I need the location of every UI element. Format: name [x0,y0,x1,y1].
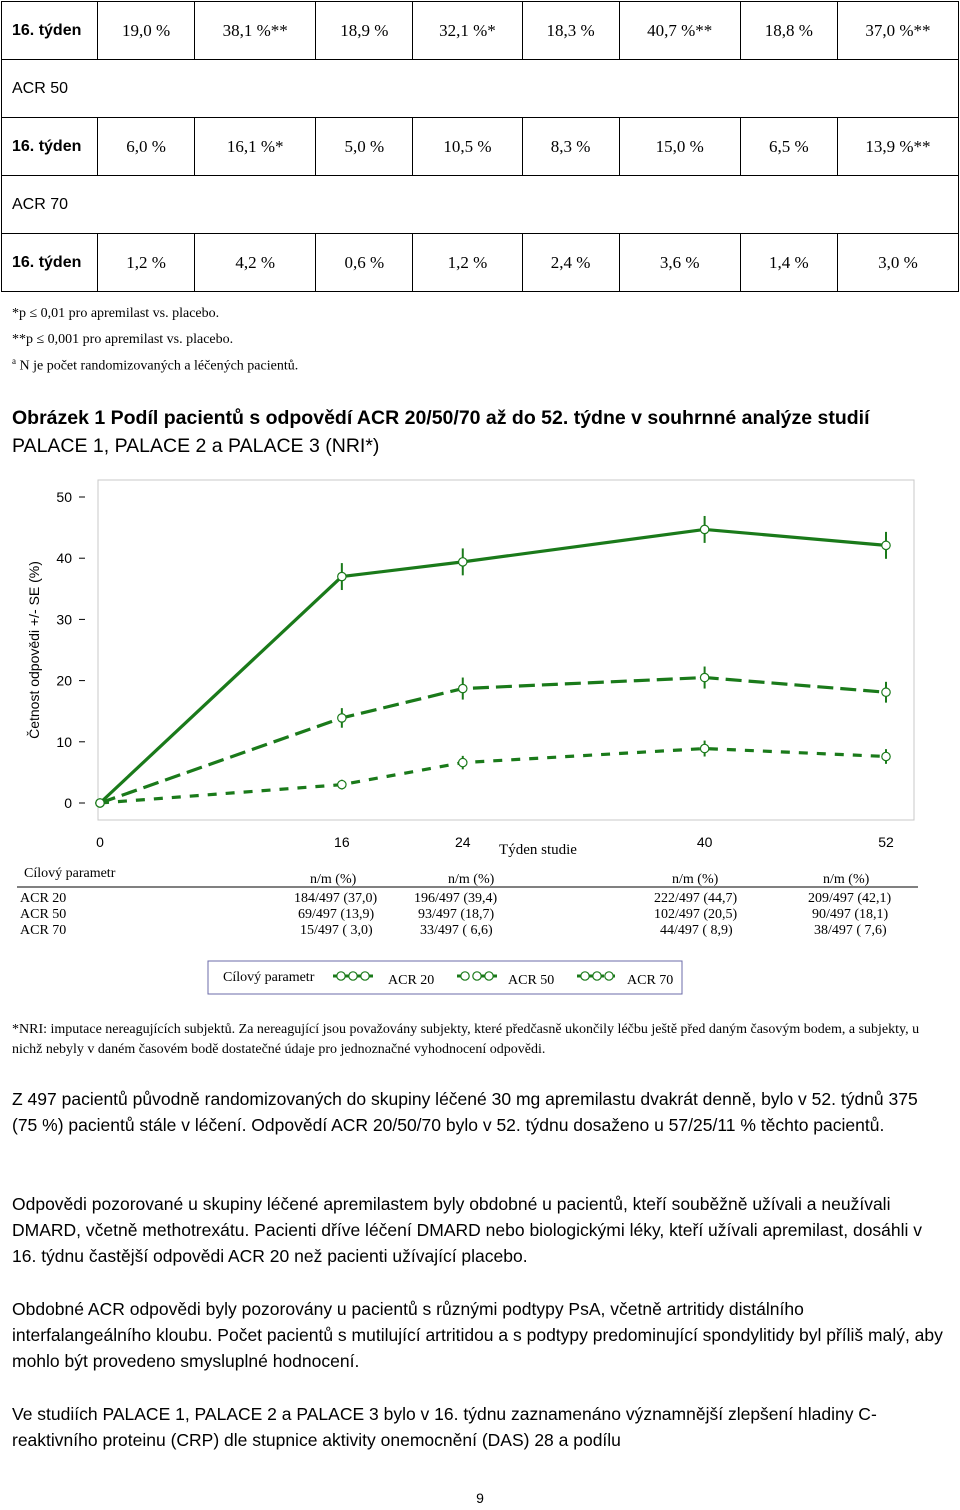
legend-marker [349,972,357,980]
table-cell: 18,9 % [316,2,413,60]
data-point [700,673,708,681]
table-cell: 1,4 % [740,234,837,292]
legend-marker [361,972,369,980]
paragraph: Obdobné ACR odpovědi byly pozorovány u pacientů s různými podtypy PsA, včetně artritidy distálního interfalangeálního kloubu. Počet pacientů s mutilující artritidou a s podtypy predominující spondylitidy byl příliš malý, aby mohlo být provedeno smysluplné hodnocení. [12,1299,943,1371]
n-table-cell: 196/497 (39,4) [414,891,498,906]
table-cell: 15,0 % [619,118,740,176]
n-table-cell: 222/497 (44,7) [654,891,738,906]
legend-marker [461,972,469,980]
row-label: 16. týden [2,118,98,176]
data-point [700,744,708,752]
paragraph: Z 497 pacientů původně randomizovaných do skupiny léčené 30 mg apremilastu dvakrát denně, bylo v 52. týdnů 375 (75 %) pacientů stále v léčení. Odpovědí ACR 20/50/70 bylo v 52. týdnu dosaženo u 57/25/11 % těchto pacientů. [12,1089,918,1135]
n-table-row-label: ACR 20 [20,891,67,906]
legend-marker [485,972,493,980]
table-cell: 10,5 % [413,118,522,176]
row-label: 16. týden [2,2,98,60]
row-label: 16. týden [2,234,98,292]
n-table-cell: 44/497 ( 8,9) [660,923,733,938]
footnote-p001: *p ≤ 0,01 pro apremilast vs. placebo. [12,306,220,321]
legend [333,972,673,988]
y-axis-label: Četnost odpovědi +/- SE (%) [26,561,42,739]
table-cell: 6,0 % [98,118,195,176]
x-axis-label: Týden studie [499,842,577,858]
n-table-cell: 184/497 (37,0) [294,891,378,906]
section-header: ACR 70 [2,176,959,234]
footnote-text: N je počet randomizovaných a léčených pacientů. [19,358,299,374]
n-table-cell: 93/497 (18,7) [418,907,495,922]
footnote-p0001: **p ≤ 0,001 pro apremilast vs. placebo. [12,332,234,347]
data-point [459,684,467,692]
table-cell: 2,4 % [522,234,619,292]
nri-note: *NRI: imputace nereagujících subjektů. Za nereagující jsou považovány subjekty, které předčasně ukončily léčbu ještě před daným časovým bodem, a subjekty, u nichž nebyly v daném časovém bodě dostatečné údaje pro jednoznačné vyhodnocení odpovědi. [12,1022,920,1057]
legend-label: ACR 20 [388,973,435,988]
data-point [459,758,467,766]
series-line-acr-50 [100,678,886,803]
x-tick-label: 16 [334,834,350,850]
n-table-row-label: ACR 70 [20,923,67,938]
data-point [96,799,104,807]
page-number: 9 [476,1490,484,1506]
n-table-col-header: n/m (%) [672,872,719,887]
x-tick-label: 0 [96,834,104,850]
n-table-cell: 90/497 (18,1) [812,907,889,922]
table-cell: 18,3 % [522,2,619,60]
table-cell: 3,0 % [837,234,958,292]
n-table-col-header: n/m (%) [310,872,357,887]
data-point [700,525,708,533]
y-tick-label: 10 [56,733,72,750]
data-point [882,541,890,549]
n-table-cell: 209/497 (42,1) [808,891,892,906]
paragraph: Odpovědi pozorované u skupiny léčené apremilastem byly obdobné u pacientů, kteří souběžně užívali a neužívali DMARD, včetně methotrexátu. Pacienti dříve léčení DMARD nebo biologickými léky, kteří užívali apremilast, dosáhli v 16. týdnu častější odpovědi ACR 20 než pacienti užívající placebo. [12,1194,923,1266]
n-table-cell: 15/497 ( 3,0) [300,923,373,938]
n-table-col-header: n/m (%) [448,872,495,887]
table-cell: 37,0 %** [837,2,958,60]
data-point [882,688,890,696]
caption-line-2: PALACE 1, PALACE 2 a PALACE 3 (NRI*) [12,435,380,457]
paragraph: Ve studiích PALACE 1, PALACE 2 a PALACE 3 bylo v 16. týdnu zaznamenáno významnější zlepšení hladiny C-reaktivního proteinu (CRP) dle stupnice aktivity onemocnění (DAS) 28 a podílu [12,1404,877,1450]
data-point [338,572,346,580]
table-cell: 40,7 %** [619,2,740,60]
x-tick-label: 40 [696,834,713,850]
table-cell: 5,0 % [316,118,413,176]
y-axis [56,489,85,811]
table-cell: 1,2 % [98,234,195,292]
table-cell: 16,1 %* [195,118,316,176]
legend-marker [605,972,613,980]
caption-line-1: Obrázek 1 Podíl pacientů s odpovědí ACR 20/50/70 až do 52. týdne v souhrnné analýze studií [12,407,870,429]
n-table-cell: 69/497 (13,9) [298,907,375,922]
n-table-cell: 33/497 ( 6,6) [420,923,493,938]
y-tick-label: 0 [64,795,72,811]
x-tick-label: 52 [878,834,894,850]
table-cell: 8,3 % [522,118,619,176]
data-point [459,558,467,566]
legend-marker [593,972,601,980]
legend-marker [473,972,481,980]
y-tick-label: 40 [56,550,72,567]
table-cell: 13,9 %** [837,118,958,176]
series-group [96,516,890,807]
data-point [338,780,346,788]
legend-label: ACR 50 [508,973,555,988]
table-cell: 6,5 % [740,118,837,176]
n-table-cell: 102/497 (20,5) [654,907,738,922]
legend-label: ACR 70 [627,973,674,988]
table-cell: 32,1 %* [413,2,522,60]
y-tick-label: 50 [56,489,72,505]
table-cell: 18,8 % [740,2,837,60]
n-table-param-header: Cílový parametr [24,866,116,881]
table-cell: 38,1 %** [195,2,316,60]
legend-marker [581,972,589,980]
table-cell: 3,6 % [619,234,740,292]
n-table-row-label: ACR 50 [20,907,67,922]
series-line-acr-70 [100,749,886,803]
data-point [338,714,346,722]
table-cell: 1,2 % [413,234,522,292]
n-table-cell: 38/497 ( 7,6) [814,923,887,938]
section-header: ACR 50 [2,60,959,118]
y-tick-label: 20 [56,672,72,689]
table-cell: 4,2 % [195,234,316,292]
plot-frame [98,480,914,820]
x-axis [96,834,894,850]
legend-marker [337,972,345,980]
y-tick-label: 30 [56,611,72,628]
legend-title: Cílový parametr [223,970,315,985]
n-table-col-header: n/m (%) [823,872,870,887]
table-cell: 0,6 % [316,234,413,292]
table-cell: 19,0 % [98,2,195,60]
x-tick-label: 24 [454,834,471,850]
footnote-marker: a [12,356,16,366]
data-point [882,752,890,760]
